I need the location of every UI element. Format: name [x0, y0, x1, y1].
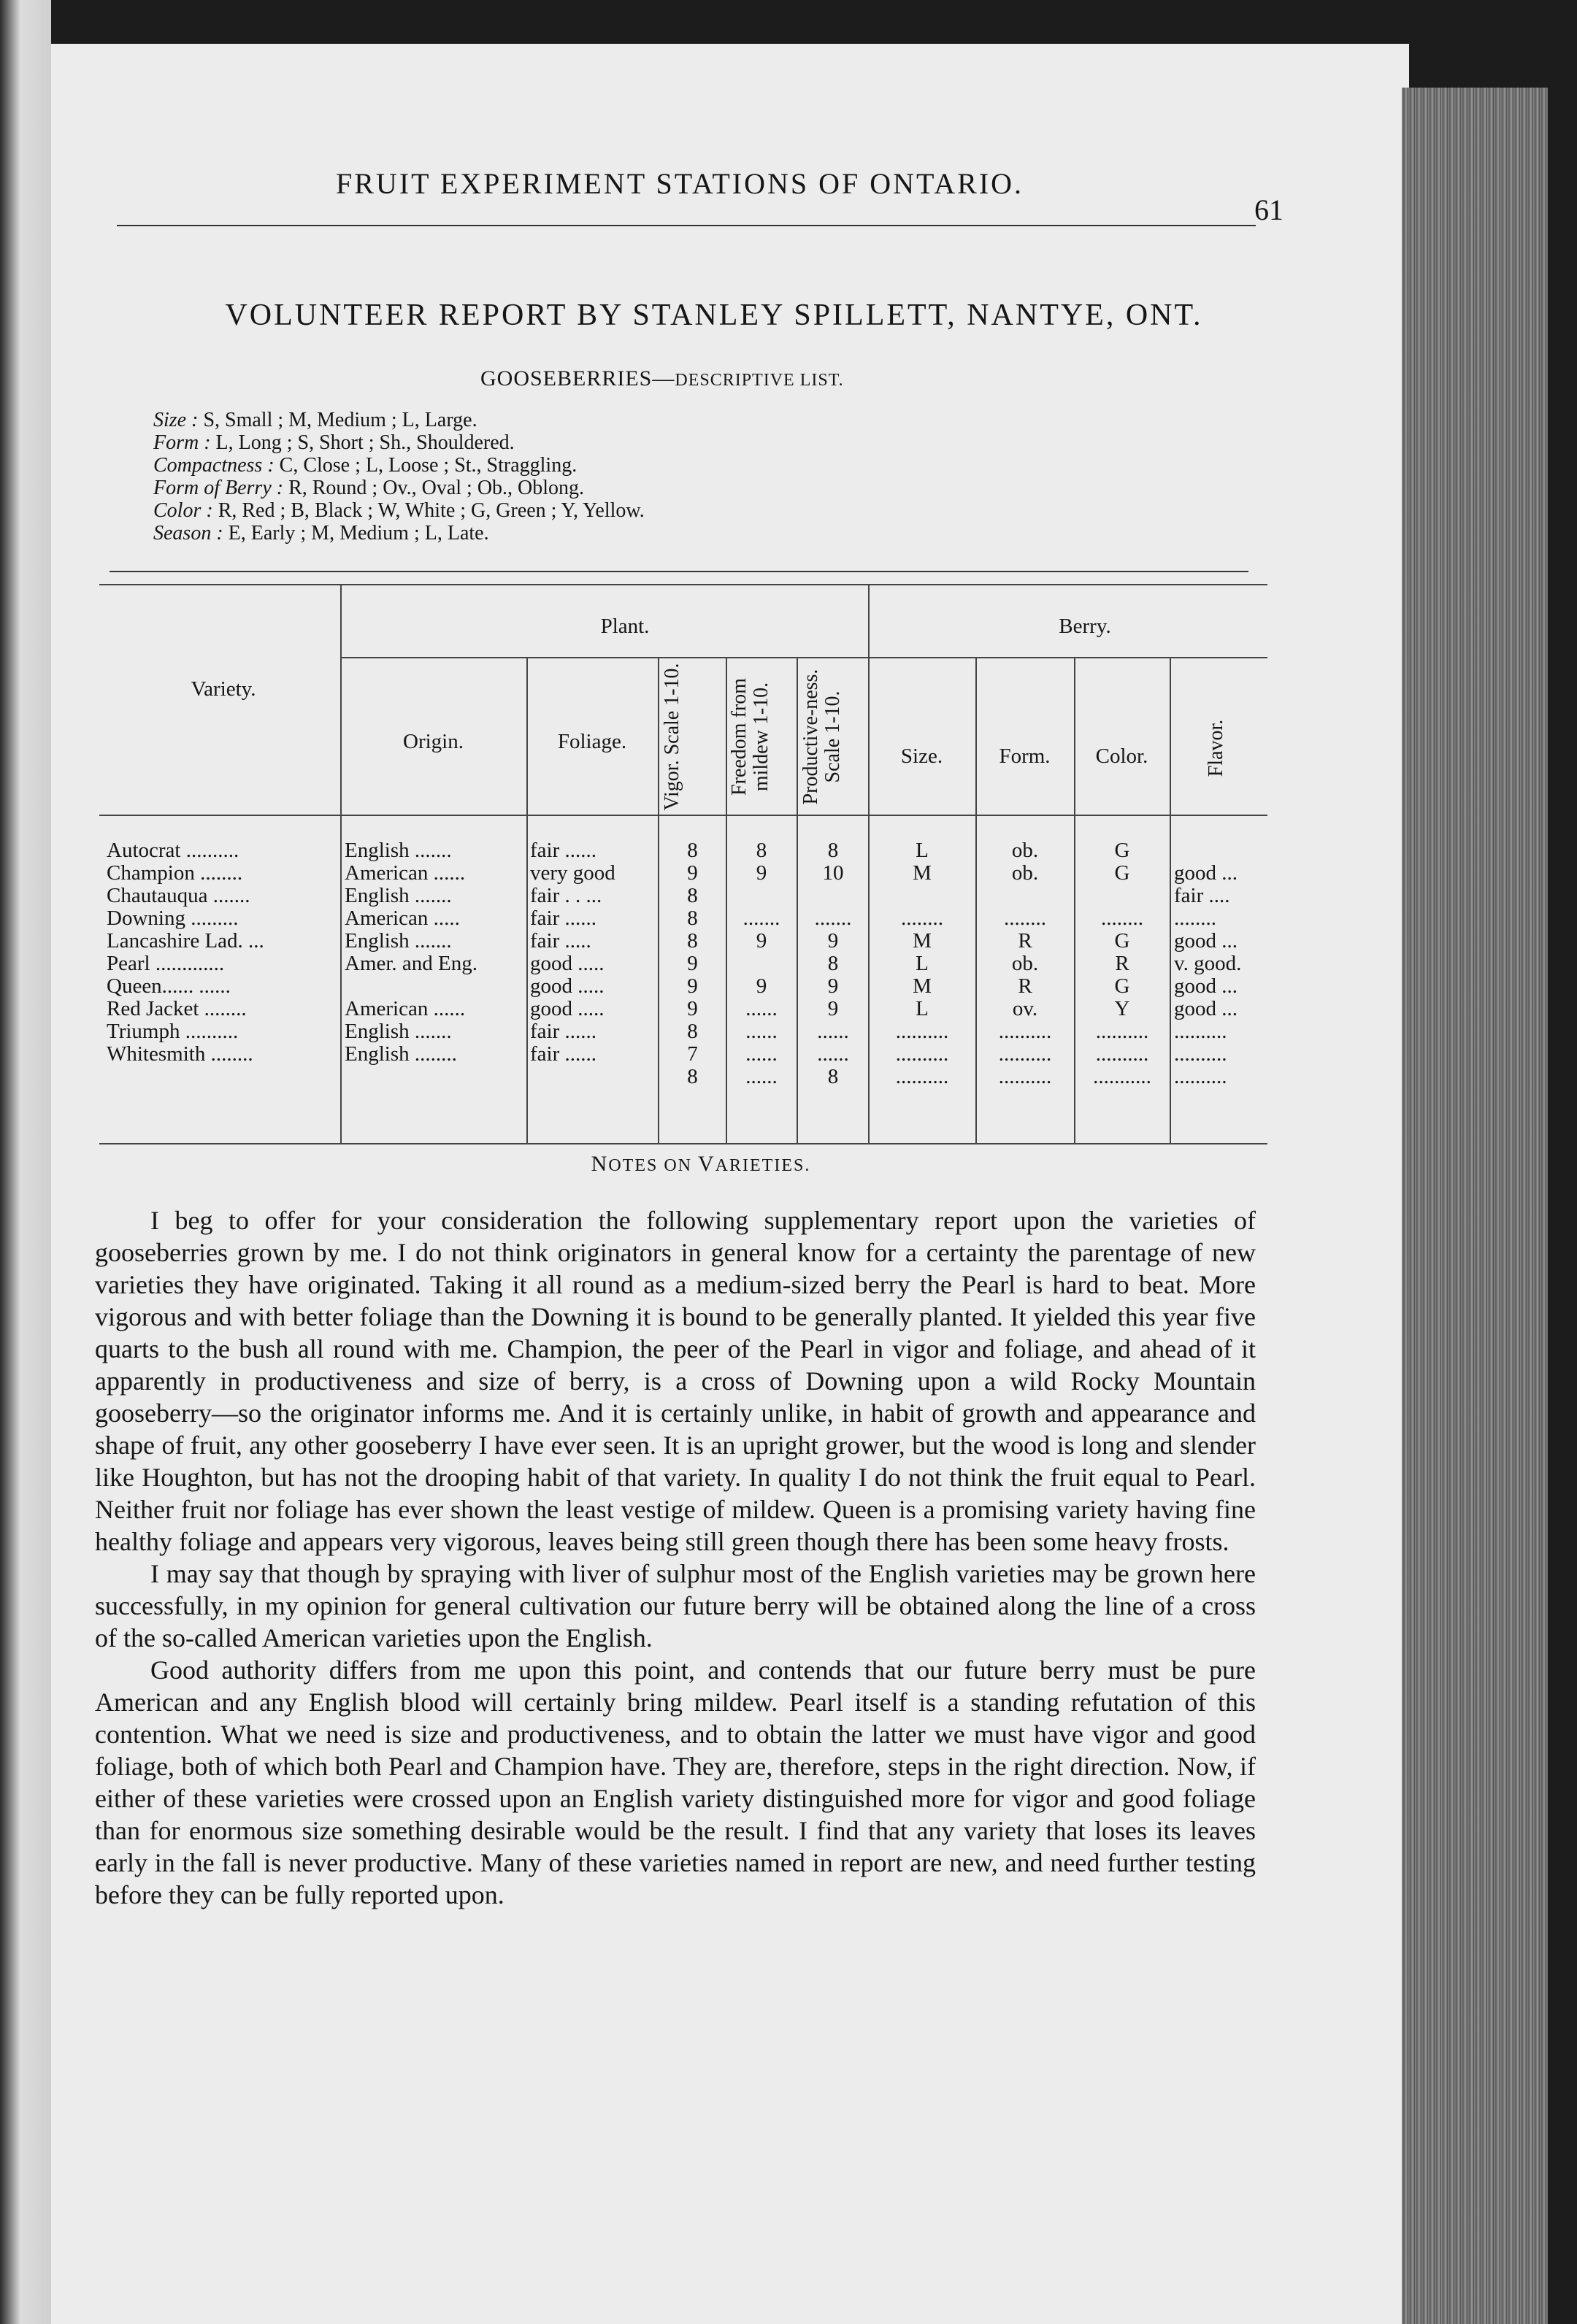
cell-mildew: ...... — [745, 1043, 778, 1066]
cell-mildew: 9 — [756, 862, 767, 885]
previous-page-edge — [0, 0, 51, 2324]
cell-form: R — [1018, 975, 1032, 998]
cell-size: L — [916, 998, 929, 1020]
cell-mildew: ...... — [745, 998, 778, 1020]
cell-color: G — [1114, 930, 1130, 953]
cell-origin: English ....... — [345, 839, 452, 862]
cell-origin: English ........ — [345, 1043, 457, 1066]
cell-product: 8 — [827, 953, 839, 975]
cell-origin: English ....... — [345, 885, 452, 907]
legend-text: S, Small ; M, Medium ; L, Large. — [203, 409, 477, 431]
legend-label: Compactness : — [153, 454, 275, 477]
paragraph: Good authority differs from me upon this point, and contends that our future berry must be pure American and any English blood will certainly bring mildew. Pearl itself is a standing refutation of this contention. What we need is size and productiveness, and to obtain the latter we must have vigor and good foliage, both of which both Pearl and Champion have. They are, therefore, steps in the right direction. Now, if either of these varieties were crossed upon an English variety distinguished more for vigor and good foliage than for enormous size something desirable would be the result. I find that any variety that loses its leaves early in the fall is never productive. Many of these varieties named in report are new, and need further testing before they can be fully reported upon. — [95, 1655, 1256, 1909]
cell-vigor: 8 — [687, 930, 698, 953]
table-col-rule — [726, 657, 727, 1143]
notes-title-rest2: ARIETIES. — [715, 1156, 811, 1175]
cell-origin: American ..... — [345, 907, 460, 930]
page-number: 61 — [1254, 193, 1284, 226]
cell-origin: English ....... — [345, 1020, 452, 1043]
cell-vigor: 9 — [687, 975, 698, 998]
legend-label: Form of Berry : — [153, 477, 284, 499]
cell-foliage: fair ...... — [530, 907, 596, 930]
col-foliage: Foliage. — [557, 730, 627, 753]
cell-variety: Red Jacket ........ — [107, 998, 247, 1020]
paragraph: I beg to offer for your consideration the following supplementary report upon the varieties of gooseberries grown by me. I do not think originators in general know for a certainty the parentage of new varieties they have originated. Taking it all round as a medium-sized berry the Pearl is hard to beat. More vigorous and with better foliage than the Downing it is bound to be generally planted. It yielded this year five quarts to the bush all round with me. Champion, the peer of the Pearl in vigor and foliage, and ahead of it apparently in productiveness and size of berry, is a cross of Downing upon a wild Rocky Mountain gooseberry—so the originator informs me. And it is certainly unlike, in habit of growth and appearance and shape of fruit, any other gooseberry I have ever seen. It is an upright grower, but the wood is long and slender like Houghton, but has not the drooping habit of that variety. In quality I do not think the fruit equal to Pearl. Neither fruit nor foliage has ever shown the least vestige of mildew. Queen is a promising variety having fine healthy foliage and appears very vigorous, leaves being still green though there has been some heavy frosts. — [95, 1206, 1256, 1556]
cell-color: ........ — [1101, 907, 1143, 930]
cell-mildew: 9 — [756, 930, 767, 953]
running-head: FRUIT EXPERIMENT STATIONS OF ONTARIO. — [336, 167, 1024, 200]
cell-origin: Amer. and Eng. — [345, 953, 478, 975]
cell-form: R — [1018, 930, 1032, 953]
cell-size: L — [916, 839, 929, 862]
cell-mildew: ...... — [745, 1066, 778, 1088]
cell-product: 9 — [827, 998, 839, 1020]
cell-origin: English ....... — [345, 930, 452, 953]
cell-vigor: 8 — [687, 839, 698, 862]
cell-size: M — [913, 975, 932, 998]
notes-title-cap2: V — [698, 1152, 715, 1176]
table-bottom-rule — [99, 1143, 1267, 1144]
cell-form: ov. — [1012, 998, 1038, 1020]
cell-color: .......... — [1095, 1020, 1149, 1043]
cell-size: M — [913, 930, 932, 953]
cell-variety: Downing ......... — [107, 907, 239, 930]
table-col-rule — [340, 584, 342, 1143]
table-group-rule — [340, 657, 1267, 658]
header-rule — [117, 225, 1256, 226]
cell-mildew: 9 — [756, 975, 767, 998]
cell-foliage: fair . . ... — [530, 885, 602, 907]
cell-flavor: .......... — [1174, 1043, 1227, 1066]
cell-color: Y — [1114, 998, 1130, 1020]
cell-form: .......... — [998, 1020, 1052, 1043]
table-col-rule — [1170, 657, 1171, 1143]
cell-flavor: v. good. — [1174, 953, 1242, 975]
legend-text: R, Red ; B, Black ; W, White ; G, Green ; Y, Yellow. — [218, 499, 645, 522]
cell-form: ob. — [1011, 862, 1039, 885]
cell-foliage: good ..... — [530, 998, 605, 1020]
cell-flavor: ........ — [1174, 907, 1216, 930]
cell-form: ........ — [1004, 907, 1046, 930]
table-col-rule — [1074, 657, 1075, 1143]
legend-line — [153, 477, 645, 499]
cell-flavor: .......... — [1174, 1066, 1227, 1088]
legend-text: R, Round ; Ov., Oval ; Ob., Oblong. — [288, 477, 585, 499]
legend-text: L, Long ; S, Short ; Sh., Shouldered. — [215, 431, 515, 454]
cell-foliage: good ..... — [530, 953, 605, 975]
legend-label: Season : — [153, 522, 223, 545]
cell-variety: Lancashire Lad. ... — [107, 930, 264, 953]
cell-variety: Triumph .......... — [107, 1020, 239, 1043]
cell-vigor: 8 — [687, 885, 698, 907]
cell-size: M — [913, 862, 932, 885]
cell-size: .......... — [895, 1043, 949, 1066]
cell-flavor: good ... — [1174, 930, 1238, 953]
cell-flavor: good ... — [1174, 975, 1238, 998]
legend-text: C, Close ; L, Loose ; St., Straggling. — [279, 454, 578, 477]
legend-line — [153, 522, 645, 545]
group-berry: Berry. — [1059, 615, 1111, 638]
col-mildew: Freedom from mildew 1-10. — [728, 678, 772, 796]
cell-origin: American ...... — [345, 998, 466, 1020]
cell-variety: Pearl ............. — [107, 953, 225, 975]
paragraph: I may say that though by spraying with liver of sulphur most of the English varieties may be grown here successfully, in my opinion for general cultivation our future berry will be obtained along the line of a cross of the so-called American varieties upon the English. — [95, 1559, 1256, 1652]
list-title — [480, 366, 962, 391]
cell-form: .......... — [998, 1066, 1052, 1088]
cell-form: ob. — [1011, 953, 1039, 975]
notes-body — [95, 1204, 1256, 1911]
abbreviation-legend — [153, 409, 645, 545]
cell-foliage: fair ...... — [530, 839, 596, 862]
legend-line — [153, 454, 645, 477]
cell-product: ...... — [817, 1020, 849, 1043]
cell-vigor: 9 — [687, 862, 698, 885]
table-col-rule — [868, 584, 870, 1143]
cell-vigor: 8 — [687, 1066, 698, 1088]
cell-foliage: fair ...... — [530, 1020, 596, 1043]
cell-size: L — [916, 953, 929, 975]
legend-label: Size : — [153, 409, 199, 431]
notes-title-cap1: N — [591, 1152, 609, 1176]
col-origin: Origin. — [403, 730, 464, 753]
notes-title — [540, 1152, 862, 1177]
table-col-rule — [797, 657, 798, 1143]
group-plant: Plant. — [600, 615, 650, 638]
col-size: Size. — [900, 744, 943, 768]
cell-origin: American ...... — [345, 862, 466, 885]
cell-variety: Champion ........ — [107, 862, 243, 885]
cell-vigor: 9 — [687, 998, 698, 1020]
cell-foliage: fair ..... — [530, 930, 591, 953]
cell-product: 9 — [827, 930, 839, 953]
cell-color: G — [1114, 862, 1130, 885]
cell-color: R — [1115, 953, 1129, 975]
cell-form: ob. — [1011, 839, 1039, 862]
cell-product: 9 — [827, 975, 839, 998]
cell-product: 10 — [822, 862, 844, 885]
cell-size: ........ — [901, 907, 943, 930]
col-variety: Variety. — [191, 677, 256, 701]
cell-product: ...... — [817, 1043, 849, 1066]
legend-line — [153, 431, 645, 454]
cell-variety: Queen...... ...... — [107, 975, 231, 998]
cell-color: .......... — [1095, 1043, 1149, 1066]
cell-vigor: 8 — [687, 1020, 698, 1043]
cell-product: 8 — [827, 839, 839, 862]
col-productiveness: Productive-ness. Scale 1-10. — [799, 669, 844, 805]
cell-variety: Chautauqua ....... — [107, 885, 250, 907]
cell-flavor: .......... — [1174, 1020, 1227, 1043]
legend-text: E, Early ; M, Medium ; L, Late. — [228, 522, 489, 545]
cell-flavor: good ... — [1174, 862, 1238, 885]
cell-variety: Whitesmith ........ — [107, 1043, 253, 1066]
legend-rule — [110, 571, 1248, 572]
legend-label: Form : — [153, 431, 211, 454]
cell-mildew: 8 — [756, 839, 767, 862]
cell-form: .......... — [998, 1043, 1052, 1066]
col-color: Color. — [1095, 744, 1148, 768]
cell-color: ........... — [1093, 1066, 1151, 1088]
col-form: Form. — [999, 744, 1051, 768]
table-header-rule — [99, 815, 1267, 816]
cell-vigor: 9 — [687, 953, 698, 975]
cell-product: ....... — [814, 907, 852, 930]
table-col-rule — [658, 657, 659, 1143]
legend-line — [153, 409, 645, 431]
cell-vigor: 8 — [687, 907, 698, 930]
cell-vigor: 7 — [687, 1043, 698, 1066]
notes-title-rest1: OTES ON — [608, 1156, 698, 1175]
cell-flavor: good ... — [1174, 998, 1238, 1020]
cell-flavor: fair .... — [1174, 885, 1230, 907]
table-top-rule — [99, 584, 1267, 585]
cell-product: 8 — [827, 1066, 839, 1088]
list-title-sub: DESCRIPTIVE LIST. — [675, 371, 844, 390]
cell-mildew: ....... — [743, 907, 780, 930]
report-title: VOLUNTEER REPORT BY STANLEY SPILLETT, NANTYE, ONT. — [225, 299, 1203, 332]
col-flavor: Flavor. — [1205, 719, 1227, 777]
cell-mildew: ...... — [745, 1020, 778, 1043]
legend-label: Color : — [153, 499, 213, 522]
cell-color: G — [1114, 975, 1130, 998]
legend-line — [153, 499, 645, 522]
cell-variety: Autocrat .......... — [107, 839, 239, 862]
cell-foliage: good ..... — [530, 975, 605, 998]
gooseberry-table — [99, 584, 1267, 1146]
cell-size: .......... — [895, 1020, 949, 1043]
cell-foliage: very good — [530, 862, 615, 885]
table-col-rule — [975, 657, 977, 1143]
cell-foliage: fair ...... — [530, 1043, 596, 1066]
cell-size: .......... — [895, 1066, 949, 1088]
cell-color: G — [1114, 839, 1130, 862]
col-vigor: Vigor. Scale 1-10. — [661, 663, 683, 811]
page-stack-edge — [1402, 88, 1548, 2324]
list-title-main: GOOSEBERRIES— — [480, 366, 675, 390]
